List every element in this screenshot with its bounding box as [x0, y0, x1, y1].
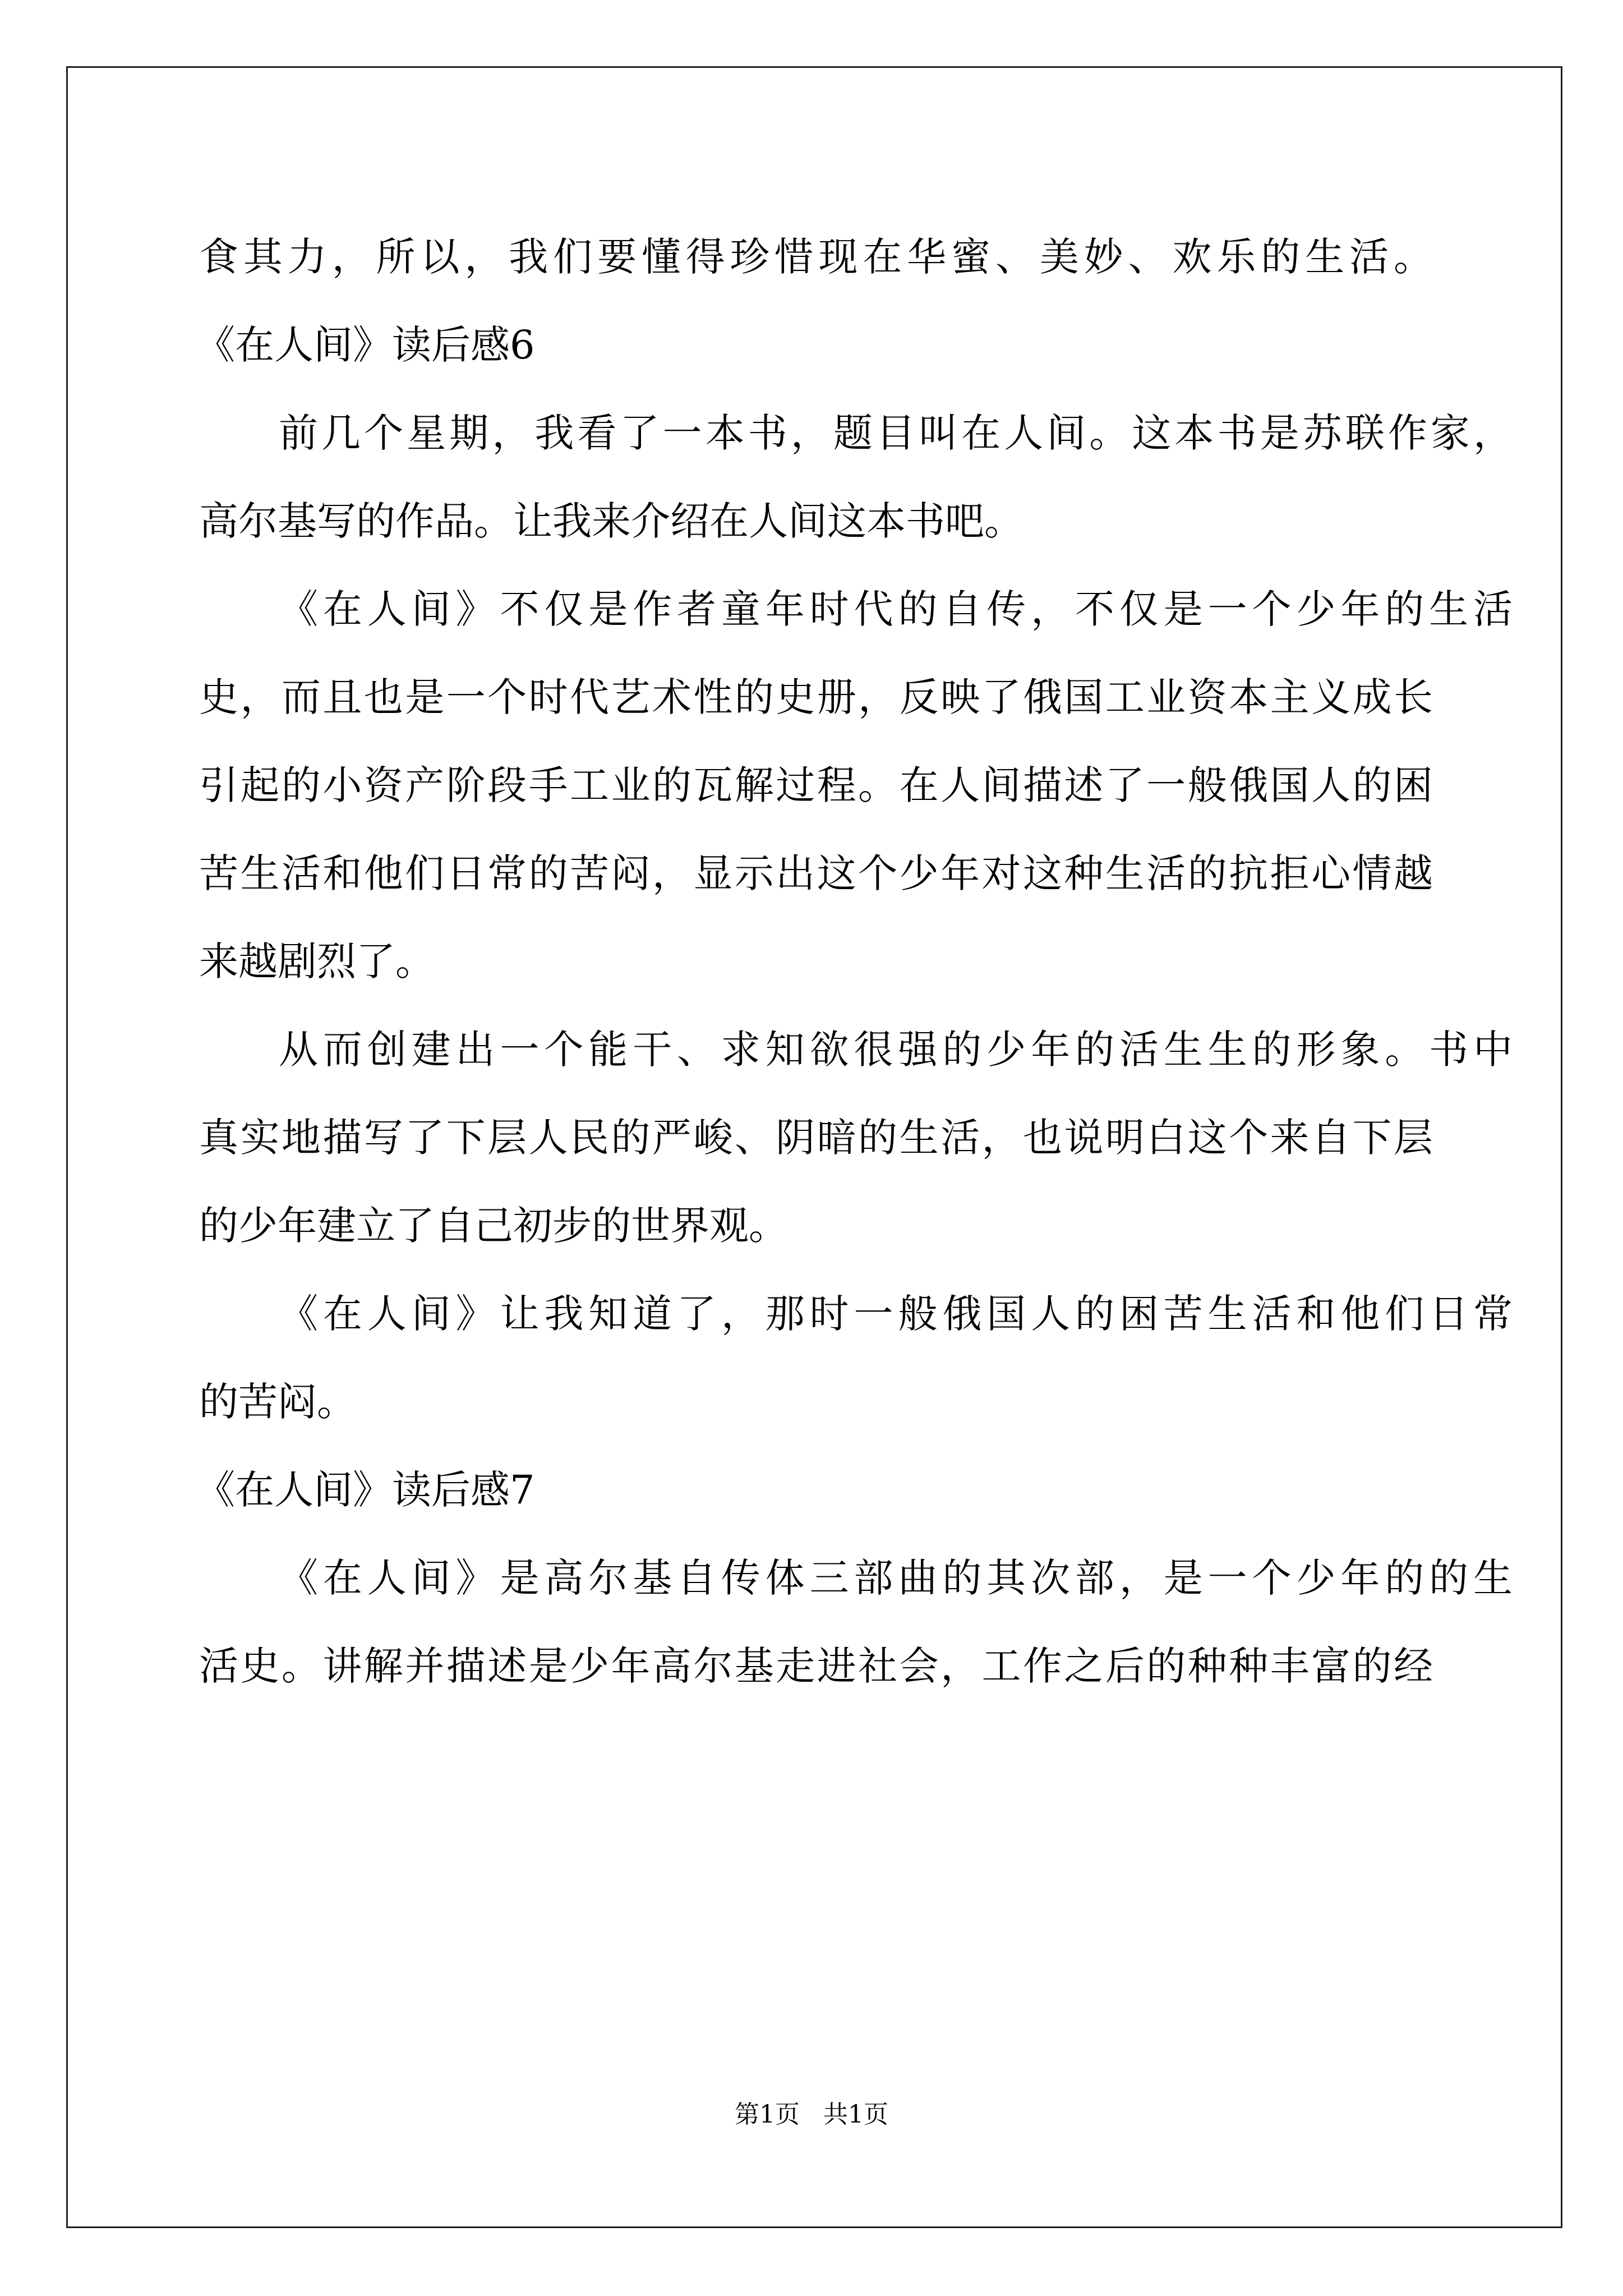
paragraph-line: 食其力，所以，我们要懂得珍惜现在华蜜、美妙、欢乐的生活。 — [199, 234, 1433, 280]
paragraph-line: 从而创建出一个能干、求知欲很强的少年的活生生的形象。书中 — [279, 1027, 1513, 1073]
paragraph-line: 来越剧烈了。 — [199, 938, 435, 984]
document-body — [196, 213, 1513, 1710]
paragraph-line: 前几个星期，我看了一本书，题目叫在人间。这本书是苏联作家， — [279, 410, 1513, 456]
section-heading: 《在人间》读后感6 — [196, 322, 535, 368]
paragraph-line: 高尔基写的作品。让我来介绍在人间这本书吧。 — [199, 498, 1023, 544]
paragraph-line: 史，而且也是一个时代艺术性的史册，反映了俄国工业资本主义成长 — [199, 674, 1433, 720]
paragraph-line: 真实地描写了下层人民的严峻、阴暗的生活，也说明白这个来自下层 — [199, 1115, 1433, 1161]
paragraph-line: 《在人间》不仅是作者童年时代的自传，不仅是一个少年的生活 — [279, 586, 1513, 632]
paragraph-line: 活史。讲解并描述是少年高尔基走进社会，工作之后的种种丰富的经 — [199, 1643, 1433, 1689]
paragraph-line: 的少年建立了自己初步的世界观。 — [199, 1203, 788, 1249]
page-number-footer: 第1页 共1页 — [735, 2100, 888, 2129]
paragraph-line: 引起的小资产阶段手工业的瓦解过程。在人间描述了一般俄国人的困 — [199, 762, 1433, 808]
section-heading: 《在人间》读后感7 — [196, 1467, 535, 1513]
paragraph-line: 的苦闷。 — [199, 1379, 356, 1425]
paragraph-line: 苦生活和他们日常的苦闷，显示出这个少年对这种生活的抗拒心情越 — [199, 850, 1433, 896]
paragraph-line: 《在人间》让我知道了，那时一般俄国人的困苦生活和他们日常 — [279, 1291, 1513, 1337]
paragraph-line: 《在人间》是高尔基自传体三部曲的其次部，是一个少年的的生 — [279, 1555, 1513, 1601]
